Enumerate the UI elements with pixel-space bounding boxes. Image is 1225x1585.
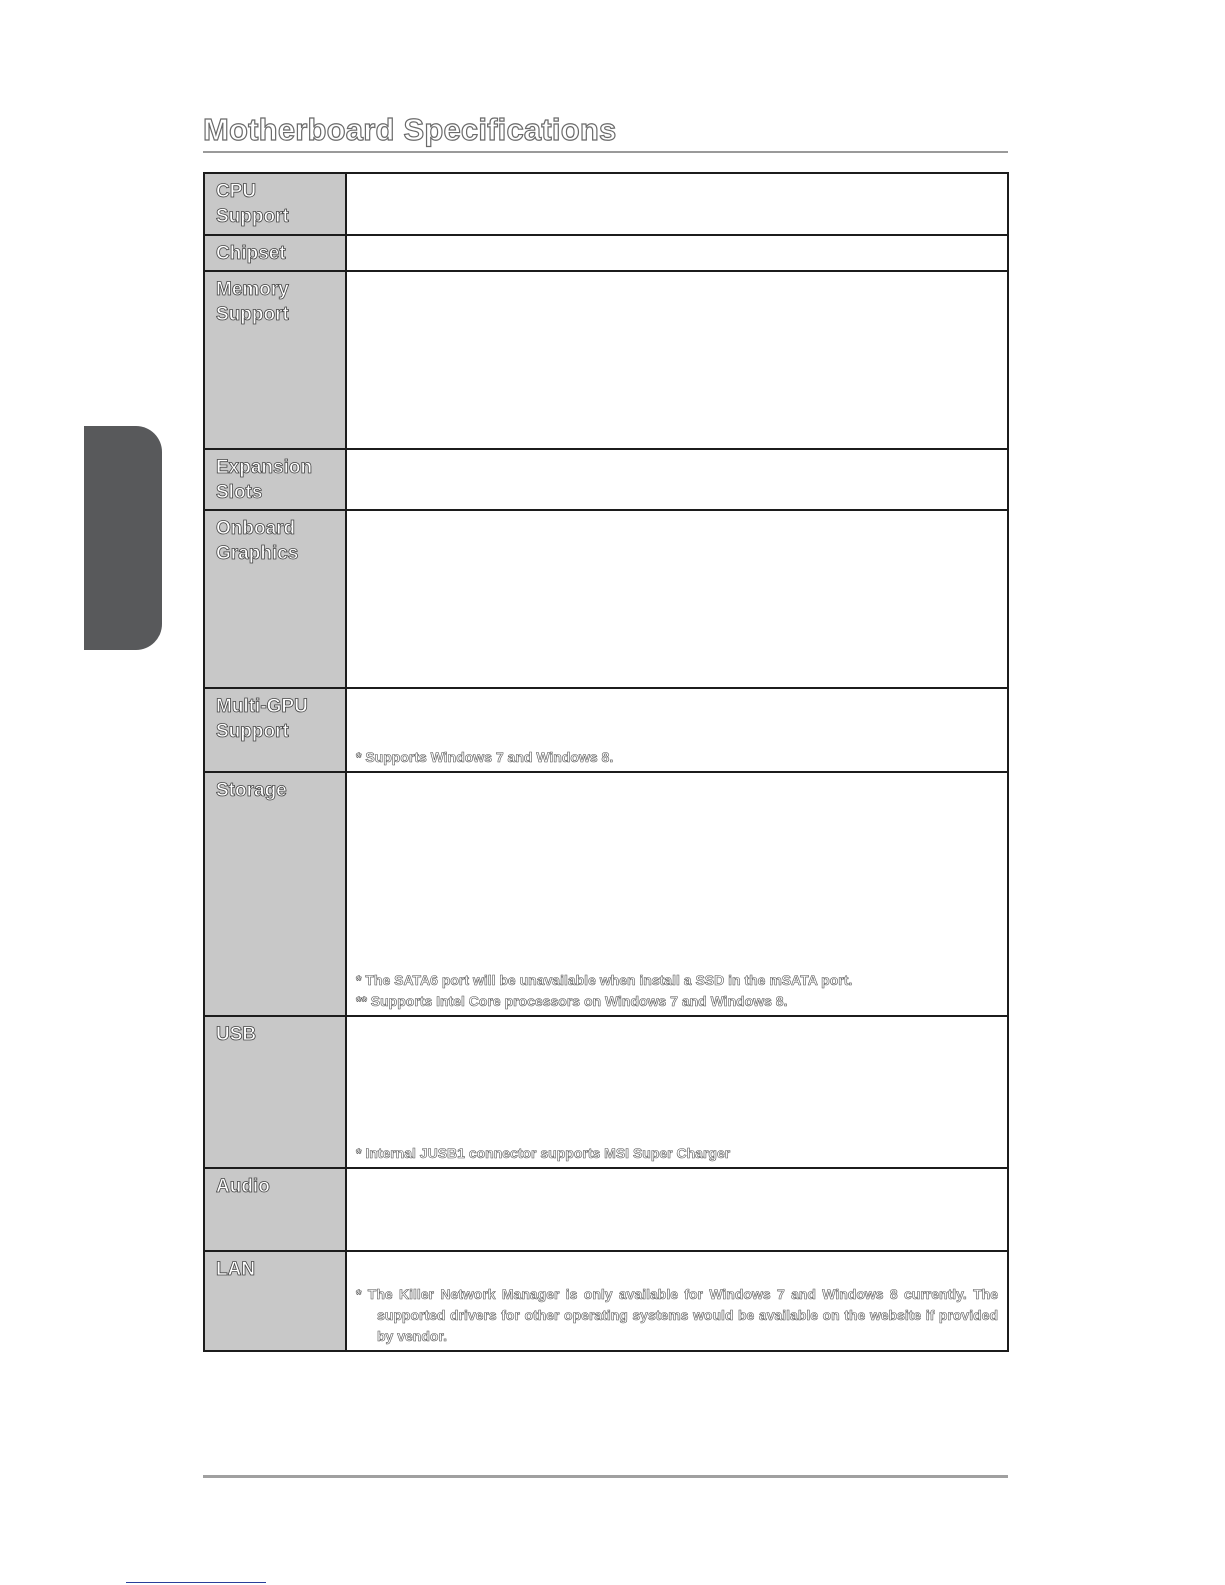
spec-value-storage [346,772,1008,1016]
spec-note: * The Killer Network Manager is only available for Windows 7 and Windows 8 currently. The supported drivers for other operating systems would be available on the website if provided by vendor. [356,1286,998,1344]
spec-label-chipset: Chipset [204,235,346,271]
spec-note: ** Supports Intel Core processors on Windows 7 and Windows 8. [356,993,788,1009]
spec-label-onboard-graphics: Onboard Graphics [204,510,346,688]
spec-label-audio: Audio [204,1168,346,1251]
spec-label-usb: USB [204,1016,346,1168]
chapter-side-tab [84,426,162,650]
spec-value-memory-support [346,271,1008,449]
title-divider [203,151,1008,153]
spec-notes [356,970,998,1012]
spec-notes [356,1284,998,1347]
spec-value-onboard-graphics [346,510,1008,688]
spec-row-cpu-support [204,173,1008,235]
spec-value-lan [346,1251,1008,1351]
spec-row-multi-gpu-support [204,688,1008,772]
spec-value-expansion-slots [346,449,1008,510]
footer-link-underline [126,1582,266,1583]
spec-note: * Supports Windows 7 and Windows 8. [356,749,614,765]
spec-label-memory-support: Memory Support [204,271,346,449]
spec-row-usb [204,1016,1008,1168]
spec-label-cpu-support: CPU Support [204,173,346,235]
spec-table [203,172,1009,1352]
spec-row-storage [204,772,1008,1016]
spec-label-expansion-slots: Expansion Slots [204,449,346,510]
spec-row-expansion-slots [204,449,1008,510]
spec-value-multi-gpu-support [346,688,1008,772]
spec-note: * The SATA6 port will be unavailable when install a SSD in the mSATA port. [356,972,853,988]
spec-row-audio [204,1168,1008,1251]
spec-row-memory-support [204,271,1008,449]
spec-value-cpu-support [346,173,1008,235]
spec-value-usb [346,1016,1008,1168]
spec-notes [356,1143,998,1164]
spec-label-storage: Storage [204,772,346,1016]
spec-row-chipset [204,235,1008,271]
spec-row-onboard-graphics [204,510,1008,688]
page-title: Motherboard Specifications [203,112,617,147]
spec-row-lan [204,1251,1008,1351]
spec-notes [356,747,998,768]
spec-value-audio [346,1168,1008,1251]
spec-value-chipset [346,235,1008,271]
footer-divider [203,1475,1008,1478]
spec-label-multi-gpu-support: Multi-GPU Support [204,688,346,772]
spec-note: * Internal JUSB1 connector supports MSI Super Charger [356,1145,731,1161]
spec-label-lan: LAN [204,1251,346,1351]
